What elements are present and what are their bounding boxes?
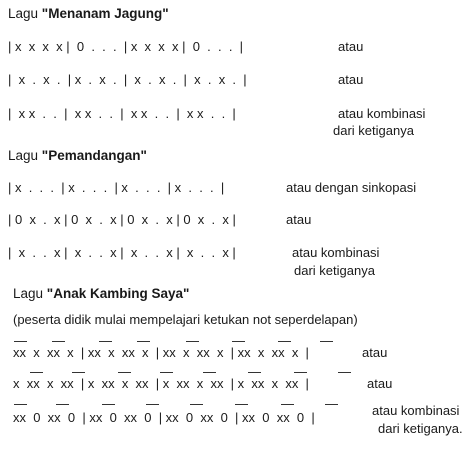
rhythm-line: | x . . x | x . . x | x . . x | x . . x | [8, 245, 236, 260]
eighth-note-beam [281, 404, 294, 405]
rhythm-note-continuation: dari ketiganya. [378, 421, 463, 436]
eighth-note-beam [235, 404, 248, 405]
eighth-note-beam [160, 372, 173, 373]
rhythm-note: atau [362, 345, 388, 360]
rhythm-line: | x . x . | x . x . | x . x . | x . x . | [8, 72, 247, 87]
song-title: "Pemandangan" [41, 148, 147, 163]
title-prefix: Lagu [13, 286, 47, 301]
rhythm-note-continuation: dari ketiganya [294, 263, 375, 278]
eighth-note-beam [186, 341, 199, 342]
section-title-anak-kambing-saya [13, 286, 189, 302]
eighth-note-beam [118, 372, 131, 373]
eighth-note-beam [320, 341, 333, 342]
eighth-note-beam [99, 341, 112, 342]
eighth-note-beam [72, 372, 85, 373]
rhythm-note: atau kombinasi [292, 245, 380, 260]
rhythm-note: atau [338, 72, 364, 87]
eighth-note-beam [137, 341, 150, 342]
eighth-note-beam [338, 372, 351, 373]
rhythm-note-continuation: dari ketiganya [333, 123, 414, 138]
rhythm-line: | x . . . | x . . . | x . . . | x . . . | [8, 180, 225, 195]
rhythm-note: atau kombinasi [372, 403, 460, 418]
rhythm-note: atau dengan sinkopasi [286, 180, 417, 195]
eighth-note-beam [190, 404, 203, 405]
rhythm-line: x xx x xx | x xx x xx | x xx x xx | x xx x xx | [13, 376, 309, 391]
eighth-note-beam [294, 372, 307, 373]
rhythm-line: | x x . . | x x . . | x x . . | x x . . | [8, 106, 236, 121]
rhythm-line: xx x xx x | xx x xx x | xx x xx x | xx x xx x | [13, 345, 309, 360]
eighth-note-beam [203, 372, 216, 373]
section-subtitle: (peserta didik mulai mempelajari ketukan not seperdelapan) [13, 312, 358, 327]
rhythm-note: atau [367, 376, 393, 391]
eighth-note-beam [325, 404, 338, 405]
eighth-note-beam [56, 404, 69, 405]
eighth-note-beam [248, 372, 261, 373]
eighth-note-beam [14, 404, 27, 405]
rhythm-line: xx 0 xx 0 | xx 0 xx 0 | xx 0 xx 0 | xx 0 xx 0 | [13, 410, 315, 425]
rhythm-line: | x x x x | 0 . . . | x x x x | 0 . . . | [8, 39, 244, 54]
rhythm-note: atau kombinasi [338, 106, 426, 121]
section-title-pemandangan [8, 148, 147, 164]
eighth-note-beam [146, 404, 159, 405]
title-prefix: Lagu [8, 6, 42, 21]
eighth-note-beam [52, 341, 65, 342]
song-title: "Menanam Jagung" [41, 6, 169, 21]
rhythm-note: atau [338, 39, 364, 54]
eighth-note-beam [102, 404, 115, 405]
title-prefix: Lagu [8, 148, 42, 163]
section-title-menanam-jagung [8, 6, 169, 22]
rhythm-line: | 0 x . x | 0 x . x | 0 x . x | 0 x . x | [8, 212, 236, 227]
song-title: "Anak Kambing Saya" [46, 286, 190, 301]
rhythm-note: atau [286, 212, 312, 227]
eighth-note-beam [14, 341, 27, 342]
eighth-note-beam [30, 372, 43, 373]
eighth-note-beam [278, 341, 291, 342]
eighth-note-beam [232, 341, 245, 342]
